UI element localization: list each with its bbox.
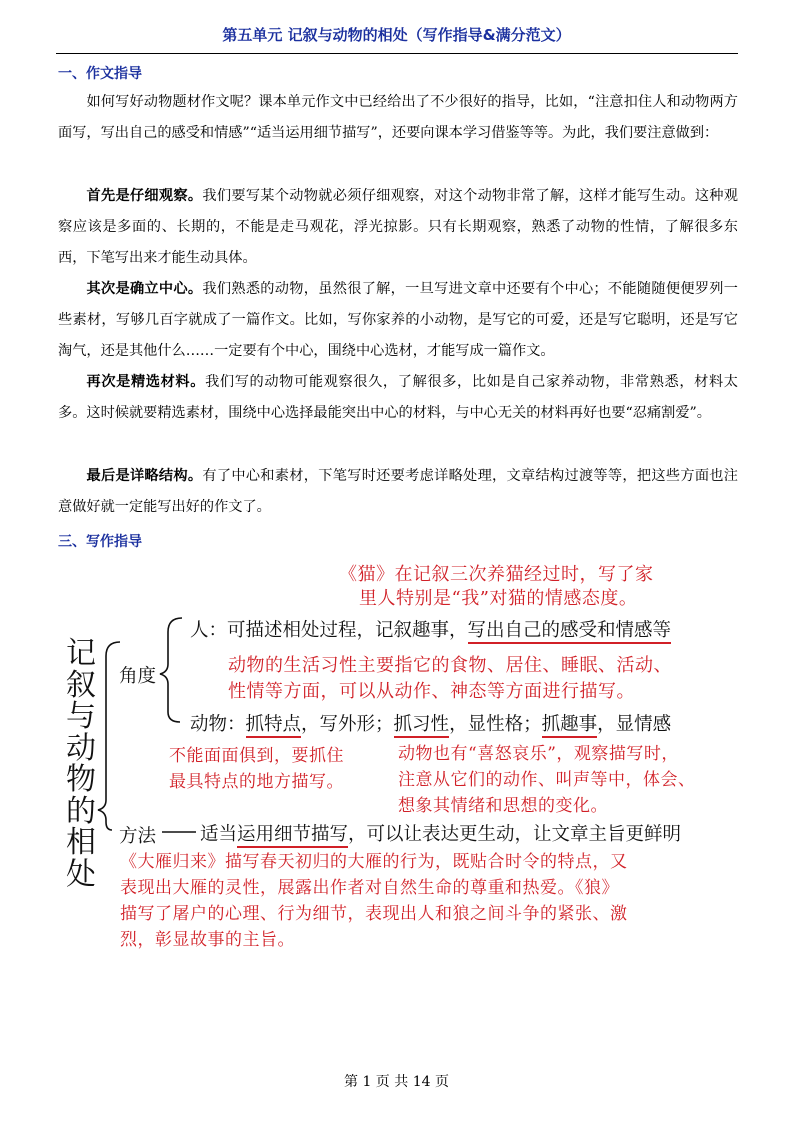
angle-label: 角度: [119, 666, 157, 687]
point-paragraph: [58, 181, 738, 275]
point-text: 我们熟悉的动物，虽然很了解，一旦写进文章中还要有个中心；不能随随便便罗列一些素材，写够几百字就成了一篇作文。比如，写你家养的小动物，是写它的可爱，还是写它聪明，还是写它淘气，还是其他什么……一定要有个中心，围绕中心选材，才能写成一篇作文。: [58, 281, 738, 360]
note-animal-habits: 动物的生活习性主要指它的食物、居住、睡眠、活动、 性情等方面，可以从动作、神态等方面进行描写。: [228, 655, 672, 702]
point-lead: 其次是确立中心。: [86, 281, 203, 297]
note-method-examples: 《大雁归来》描写春天初归的大雁的行为，既贴合时令的特点，又 表现出大雁的灵性，展露出作者对自然生命的尊重和热爱。《狼》 描写了屠户的心理、行为细节，表现出人和狼之间斗争的紧张、激 烈，彰显故事的主旨。: [120, 852, 628, 950]
animal-line: 动物：抓特点，写外形；抓习性，显性格；抓趣事，显情感: [190, 710, 671, 736]
intro-paragraph: 如何写好动物题材作文呢？课本单元作文中已经给出了不少很好的指导，比如，“注意扣住人和动物两方面写，写出自己的感受和情感”“适当运用细节描写”，还要向课本学习借鉴等等。为此，我们要注意做到：: [58, 94, 738, 142]
point-text: 有了中心和素材，下笔写时还要考虑详略处理，文章结构过渡等等，把这些方面也注意做好就一定能写出好的作文了。: [58, 468, 738, 516]
point-paragraph: [58, 274, 738, 368]
mind-map-diagram: [56, 560, 738, 960]
angle-brace: [160, 618, 182, 722]
point-lead: 再次是精选材料。: [86, 374, 206, 390]
page-title: 第五单元 记叙与动物的相处（写作指导&满分范文）: [222, 26, 571, 44]
method-line: 适当运用细节描写，可以让表达更生动，让文章主旨更鲜明: [200, 820, 681, 846]
main-brace: [98, 642, 120, 830]
header-divider: [56, 53, 738, 54]
diagram-vertical-title: 记 叙 与 动 物 的 相 处: [66, 636, 96, 892]
note-emotions: 动物也有“喜怒哀乐”，观察描写时， 注意从它们的动作、叫声等中，体会、 想象其情绪和思想的变化。: [398, 744, 696, 816]
note-features: 不能面面俱到，要抓住 最具特点的地方描写。: [169, 746, 344, 792]
method-label: 方法: [119, 826, 157, 847]
note-cat: 《猫》在记叙三次养猫经过时，写了家 里人特别是“我”对猫的情感态度。: [339, 564, 654, 609]
person-line: 人：可描述相处过程，记叙趣事，写出自己的感受和情感等: [190, 616, 671, 642]
page-footer: 第 1 页 共 14 页: [344, 1074, 449, 1090]
point-paragraph: [58, 461, 738, 523]
point-lead: 首先是仔细观察。: [86, 188, 203, 204]
point-text: 我们写的动物可能观察很久，了解很多，比如是自己家养动物，非常熟悉，材料太多。这时候就要精选素材，围绕中心选择最能突出中心的材料，与中心无关的材料再好也要“忍痛割爱”。: [58, 374, 738, 422]
point-paragraph: [58, 367, 738, 429]
section-heading-writing-guide: 一、作文指导: [58, 66, 142, 82]
point-text: 我们要写某个动物就必须仔细观察，对这个动物非常了解，这样才能写生动。这种观察应该是多面的、长期的，不能是走马观花，浮光掠影。只有长期观察，熟悉了动物的性情，了解很多东西，下笔写出来才能生动具体。: [58, 188, 738, 267]
section-heading-writing-tips: 三、写作指导: [58, 534, 142, 550]
point-lead: 最后是详略结构。: [86, 468, 203, 484]
